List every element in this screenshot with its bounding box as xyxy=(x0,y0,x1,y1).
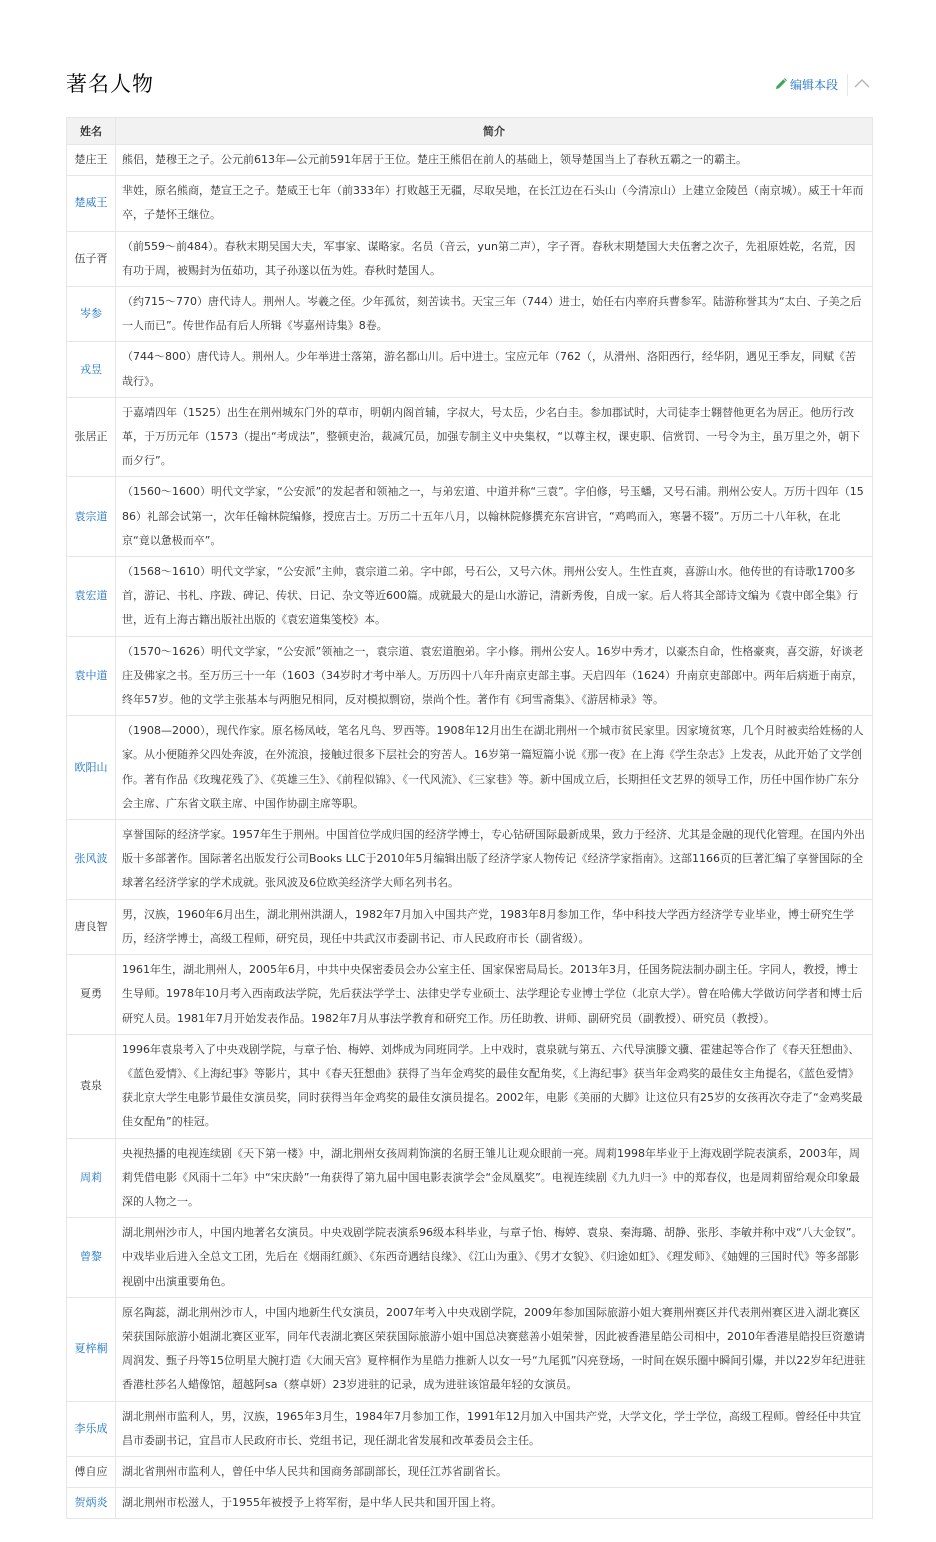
person-name-link[interactable]: 戎昱 xyxy=(67,342,116,397)
table-row xyxy=(67,820,873,900)
section-title: 著名人物 xyxy=(66,72,154,96)
table-row xyxy=(67,342,873,397)
table-row xyxy=(67,231,873,286)
person-name-link[interactable]: 袁宏道 xyxy=(67,557,116,637)
person-intro: （1560～1600）明代文学家，“公安派”的发起者和领袖之一，与弟宏道、中道并称“三袁”。字伯修，号玉蟠，又号石浦。荆州公安人。万历十四年（1586）礼部会试第一，次年任翰林院编修，授庶吉士。万历二十五年八月，以翰林院修撰充东宫讲官，“鸡鸣而入，寒暑不辍”。万历二十八年秋，在北京“竟以惫极而卒”。 xyxy=(116,477,873,557)
person-intro: 湖北省荆州市监利人，曾任中华人民共和国商务部副部长，现任江苏省副省长。 xyxy=(116,1456,873,1487)
person-name-link[interactable]: 曾黎 xyxy=(67,1218,116,1298)
table-row xyxy=(67,397,873,477)
column-header-intro: 简介 xyxy=(116,118,873,145)
table-row xyxy=(67,176,873,231)
table-row xyxy=(67,287,873,342)
person-name-link[interactable]: 贺炳炎 xyxy=(67,1488,116,1519)
person-intro: 湖北荆州沙市人，中国内地著名女演员。中央戏剧学院表演系96级本科毕业，与章子怡、梅婷、袁泉、秦海璐、胡静、张彤、李敏并称中戏“八大金钗”。中戏毕业后进入全总文工团，先后在《烟雨红颜》、《东西奇遇结良缘》、《江山为重》、《男才女貌》、《归途如虹》、《理发师》、《妯娌的三国时代》等多部影视剧中出演重要角色。 xyxy=(116,1218,873,1298)
table-row xyxy=(67,636,873,716)
person-name-link[interactable]: 夏梓桐 xyxy=(67,1297,116,1401)
person-name: 伍子胥 xyxy=(67,231,116,286)
table-row xyxy=(67,477,873,557)
table-body xyxy=(67,145,873,1519)
table-row xyxy=(67,1034,873,1138)
person-name-link[interactable]: 李乐成 xyxy=(67,1401,116,1456)
person-intro: 1996年袁泉考入了中央戏剧学院，与章子怡、梅婷、刘烨成为同班同学。上中戏时，袁泉就与第五、六代导演滕文骥、霍建起等合作了《春天狂想曲》、《蓝色爱情》、《上海纪事》等影片，其中《春天狂想曲》获得了当年金鸡奖的最佳女配角奖，《上海纪事》获当年金鸡奖的最佳女主角提名，《蓝色爱情》获北京大学生电影节最佳女演员奖，同时获得当年金鸡奖的最佳女演员提名。2002年，电影《美丽的大脚》让这位只有25岁的女孩再次夺走了“金鸡奖最佳女配角”的桂冠。 xyxy=(116,1034,873,1138)
person-name-link[interactable]: 欧阳山 xyxy=(67,716,116,820)
person-intro: 芈姓，原名熊商，楚宣王之子。楚威王七年（前333年）打败越王无疆，尽取吴地，在长江边在石头山（今清凉山）上建立金陵邑（南京城）。威王十年而卒，子楚怀王继位。 xyxy=(116,176,873,231)
table-row xyxy=(67,1138,873,1218)
person-intro: （1570～1626）明代文学家，“公安派”领袖之一，袁宗道、袁宏道胞弟。字小修。荆州公安人。16岁中秀才，以豪杰自命，性格豪爽，喜交游，好谈老庄及佛家之书。至万历三十一年（1603（34岁时才考中举人。万历四十八年升南京吏部主事。天启四年（1624）升南京吏部郎中。两年后病逝于南京，终年57岁。他的文学主张基本与两胞兄相同，反对模拟剽窃，崇尚个性。著作有《珂雪斋集》、《游居柿录》等。 xyxy=(116,636,873,716)
header-divider xyxy=(847,74,848,96)
chevron-up-icon xyxy=(852,72,872,96)
person-intro: （744～800）唐代诗人。荆州人。少年举进士落第，游名都山川。后中进士。宝应元年（762（，从滑州、洛阳西行，经华阴，遇见王季友，同赋《苦哉行》。 xyxy=(116,342,873,397)
person-name: 楚庄王 xyxy=(67,145,116,176)
person-intro: （1908—2000），现代作家。原名杨凤岐，笔名凡鸟、罗西等。1908年12月出生在湖北荆州一个城市贫民家里。因家境贫寒，几个月时被卖给姓杨的人家。从小便随养父四处奔波，在外流浪，接触过很多下层社会的穷苦人。16岁第一篇短篇小说《那一夜》在上海《学生杂志》上发表，从此开始了文学创作。著有作品《玫瑰花残了》、《英雄三生》、《前程似锦》、《一代风流》、《三家巷》等。新中国成立后，长期担任文艺界的领导工作，历任中国作协广东分会主席、广东省文联主席、中国作协副主席等职。 xyxy=(116,716,873,820)
edit-section-label: 编辑本段 xyxy=(789,78,838,92)
person-intro: 熊侣，楚穆王之子。公元前613年—公元前591年居于王位。楚庄王熊侣在前人的基础上，领导楚国当上了春秋五霸之一的霸主。 xyxy=(116,145,873,176)
table-row xyxy=(67,1297,873,1401)
table-row xyxy=(67,557,873,637)
person-name-link[interactable]: 袁中道 xyxy=(67,636,116,716)
table-row xyxy=(67,1488,873,1519)
table-row xyxy=(67,716,873,820)
person-name-link[interactable]: 袁宗道 xyxy=(67,477,116,557)
table-row xyxy=(67,899,873,954)
person-intro: 1961年生，湖北荆州人，2005年6月，中共中央保密委员会办公室主任、国家保密局局长。2013年3月，任国务院法制办副主任。字同人，教授，博士生导师。1978年10月考入西南政法学院，先后获法学学士、法律史学专业硕士、法学理论专业博士学位（北京大学）。曾在哈佛大学做访问学者和博士后研究人员。1981年7月开始发表作品。1982年7月从事法学教育和研究工作。历任助教、讲师、副研究员（副教授）、研究员（教授）。 xyxy=(116,955,873,1035)
person-intro: 享誉国际的经济学家。1957年生于荆州。中国首位学成归国的经济学博士，专心钻研国际最新成果，致力于经济、尤其是金融的现代化管理。在国内外出版十多部著作。国际著名出版发行公司Books LLC于2010年5月编辑出版了经济学家人物传记《经济学家指南》。这部1166页的巨著汇编了享誉国际的全球著名经济学家的学术成就。张风波及6位欧美经济学大师名列书名。 xyxy=(116,820,873,900)
person-name: 夏勇 xyxy=(67,955,116,1035)
person-name: 张居正 xyxy=(67,397,116,477)
person-intro: 湖北荆州市松滋人，于1955年被授予上将军衔，是中华人民共和国开国上将。 xyxy=(116,1488,873,1519)
person-intro: 央视热播的电视连续剧《天下第一楼》中，湖北荆州女孩周莉饰演的名厨王雏儿让观众眼前一亮。周莉1998年毕业于上海戏剧学院表演系，2003年，周莉凭借电影《风雨十二年》中“宋庆龄”一角获得了第九届中国电影表演学会“金凤凰奖”。电视连续剧《九九归一》中的郑春仪，也是周莉留给观众印象最深的人物之一。 xyxy=(116,1138,873,1218)
person-intro: 男，汉族，1960年6月出生，湖北荆州洪湖人，1982年7月加入中国共产党，1983年8月参加工作，华中科技大学西方经济学专业毕业，博士研究生学历，经济学博士，高级工程师，研究员，现任中共武汉市委副书记、市人民政府市长（副省级）。 xyxy=(116,899,873,954)
person-name-link[interactable]: 岑参 xyxy=(67,287,116,342)
person-name-link[interactable]: 张风波 xyxy=(67,820,116,900)
table-row xyxy=(67,145,873,176)
table-row xyxy=(67,1218,873,1298)
person-name: 唐良智 xyxy=(67,899,116,954)
person-intro: （前559～前484）。春秋末期吴国大夫，军事家、谋略家。名员（音云，yun第二声），字子胥。春秋末期楚国大夫伍奢之次子，先祖原姓乾，名荒，因有功于周，被赐封为伍茹功，其子孙遂以伍为姓。春秋时楚国人。 xyxy=(116,231,873,286)
table-row xyxy=(67,1401,873,1456)
person-intro: 于嘉靖四年（1525）出生在荆州城东门外的草市，明朝内阁首辅，字叔大，号太岳，少名白圭。参加郡试时，大司徒李士翱替他更名为居正。他历行改革，于万历元年（1573（提出“考成法”，整顿吏治，裁减冗员，加强专制主义中央集权，“以尊主权，课吏职、信赏罚、一号令为主，虽万里之外，朝下而夕行”。 xyxy=(116,397,873,477)
person-name-link[interactable]: 楚威王 xyxy=(67,176,116,231)
pencil-icon xyxy=(775,78,787,90)
edit-section-link[interactable] xyxy=(775,76,838,94)
person-name-link[interactable]: 周莉 xyxy=(67,1138,116,1218)
famous-people-table xyxy=(66,117,873,1519)
section-header xyxy=(66,66,872,102)
table-row xyxy=(67,955,873,1035)
table-row xyxy=(67,1456,873,1487)
person-name: 袁泉 xyxy=(67,1034,116,1138)
person-intro: （1568～1610）明代文学家，“公安派”主帅，袁宗道二弟。字中郎，号石公，又号六休。荆州公安人。生性直爽，喜游山水。他传世的有诗歌1700多首，游记、书札、序跋、碑记、传状、日记、杂文等近600篇。成就最大的是山水游记，清新秀俊，自成一家。后人将其全部诗文编为《袁中郎全集》行世，近有上海古籍出版社出版的《袁宏道集笺校》本。 xyxy=(116,557,873,637)
person-intro: 原名陶蕊，湖北荆州沙市人，中国内地新生代女演员，2007年考入中央戏剧学院，2009年参加国际旅游小姐大赛荆州赛区并代表荆州赛区进入湖北赛区荣获国际旅游小姐湖北赛区亚军，同年代表湖北赛区荣获国际旅游小姐中国总决赛慈善小姐荣誉，因此被香港星皓公司相中，2010年香港星皓投巨资邀请周润发、甄子丹等15位明星大腕打造《大闹天宫》夏梓桐作为星皓力推新人以女一号“九尾狐”闪亮登场，一时间在娱乐圈中瞬间引爆，并以22岁年纪进驻香港杜莎名人蜡像馆，超越阿sa（蔡卓妍）23岁进驻的记录，成为进驻该馆最年轻的女演员。 xyxy=(116,1297,873,1401)
collapse-button[interactable] xyxy=(852,72,872,96)
person-intro: 湖北荆州市监利人，男，汉族，1965年3月生，1984年7月参加工作，1991年12月加入中国共产党，大学文化，学士学位，高级工程师。曾经任中共宜昌市委副书记，宜昌市人民政府市长、党组书记，现任湖北省发展和改革委员会主任。 xyxy=(116,1401,873,1456)
person-name: 傅自应 xyxy=(67,1456,116,1487)
table-header-row xyxy=(67,118,873,145)
column-header-name: 姓名 xyxy=(67,118,116,145)
person-intro: （约715～770）唐代诗人。荆州人。岑羲之侄。少年孤贫，刻苦读书。天宝三年（744）进士，始任右内率府兵曹参军。陆游称誉其为“太白、子美之后一人而已”。传世作品有后人所辑《岑嘉州诗集》8卷。 xyxy=(116,287,873,342)
